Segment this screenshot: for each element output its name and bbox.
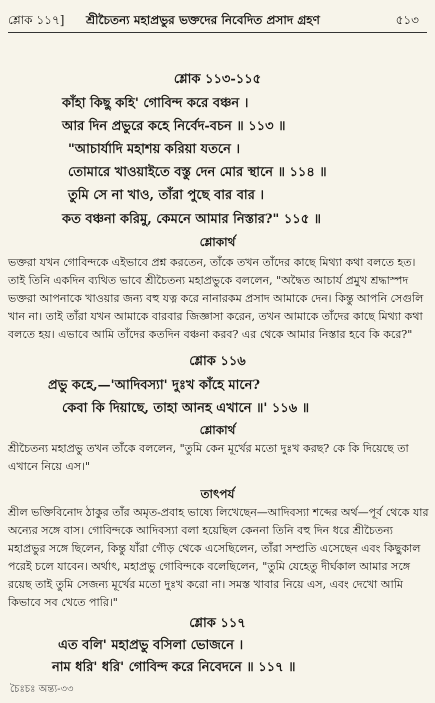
page-footer: চৈঃচঃ অন্ত্য-৩৩	[10, 684, 74, 695]
verse-line: তুমি সে না খাও, তাঁরা পুছে বার বার ।	[68, 188, 265, 203]
purport-text	[8, 504, 430, 612]
verse-line: কত বঞ্চনা করিমু, কেমনে আমার নিস্তার?" ১১৫ ॥	[62, 212, 322, 227]
verse-line: তোমারে খাওয়াইতে বস্তু দেন মোর স্থানে ॥ ১১৪ ॥	[68, 165, 327, 180]
translation-paragraph: ভক্তরা যখন গোবিন্দকে এইভাবে প্রশ্ন করতেন, তাঁকে তখন তাঁদের কাছে মিথ্যা কথা বলতে হত। তাই তিনি একদিন ব্যথিত ভাবে শ্রীচৈতন্য মহাপ্রভুকে বললেন, "অদ্বৈত আচার্য প্রমুখ শ্রদ্ধাস্পদ ভক্তরা আপনাকে খাওয়ার জন্য বহু যত্ন করে নানারকম প্রসাদ আমাকে দেন। কিন্তু আপনি সেগুলি খান না। তাই তাঁরা যখন আমাকে বারবার জিজ্ঞাসা করেন, তখন আমাকে তাঁদের কাছে মিথ্যা কথা বলতে হয়। এভাবে আমি তাঁদের কতদিন বঞ্চনা করব? এর থেকে আমার নিস্তার হবে কি করে?"	[8, 256, 424, 341]
verse-heading-113-115: শ্লোক ১১৩-১১৫	[173, 72, 262, 87]
verse-heading-117: শ্লোক ১১৭	[189, 616, 246, 631]
translation-paragraph: শ্রীচৈতন্য মহাপ্রভু তখন তাঁকে বললেন, "তুমি কেন মূর্খের মতো দুঃখ করছ? কে কি দিয়েছে তা এখানে নিয়ে এস।"	[8, 442, 409, 473]
translation-heading: শ্লোকার্থ	[199, 235, 236, 249]
page-number: ৫১৩	[395, 13, 419, 27]
purport-paragraph: শ্রীল ভক্তিবিনোদ ঠাকুর তাঁর অমৃত-প্রবাহ ভাষ্যে লিখেছেন—আদিবস্যা শব্দের অর্থ—পূর্ব থেকে যার অন্যের সঙ্গে বাস। গোবিন্দকে আদিবস্যা বলা হয়েছিল কেননা তিনি বহু দিন ধরে শ্রীচৈতন্য মহাপ্রভুর সঙ্গে ছিলেন, কিন্তু যাঁরা গৌড় থেকে এসেছিলেন, তাঁরা সম্প্রতি এসেছেন এবং কিছুকাল পরেই চলে যাবেন। অর্থাৎ, মহাপ্রভু গোবিন্দকে বলেছিলেন, "তুমি যেহেতু দীর্ঘকাল আমার সঙ্গে রয়েছ তাই তুমি সেজন্য মূর্খের মতো দুঃখ করো না। সমস্ত খাবার নিয়ে এস, এবং দেখো আমি কিভাবে সব খেতে পারি।"	[8, 506, 429, 609]
verse-line: নাম ধরি' ধরি' গোবিন্দ করে নিবেদনে ॥ ১১৭ ॥	[52, 660, 296, 675]
translation-heading: শ্লোকার্থ	[199, 423, 236, 437]
header-rule	[8, 32, 427, 33]
verse-line: প্রভু কহে,—'আদিবস্যা' দুঃখ কাঁহে মানে?	[48, 378, 261, 393]
verse-line: আর দিন প্রভুরে কহে নির্বেদ-বচন ॥ ১১৩ ॥	[62, 119, 286, 134]
verse-line: "আচার্যাদি মহাশয় করিয়া যতনে ।	[68, 142, 241, 157]
translation-text	[8, 254, 430, 344]
verse-line: কাঁহা কিছু কহি' গোবিন্দ করে বঞ্চন ।	[62, 96, 249, 111]
header-verse-range: শ্লোক ১১৭]	[8, 13, 65, 27]
translation-text	[8, 440, 430, 476]
verse-heading-116: শ্লোক ১১৬	[189, 354, 246, 369]
page-header	[0, 8, 435, 30]
header-chapter-title: শ্রীচৈতন্য মহাপ্রভুর ভক্তদের নিবেদিত প্রসাদ গ্রহণ	[86, 13, 320, 27]
verse-line: এত বলি' মহাপ্রভু বসিলা ভোজনে ।	[58, 638, 244, 653]
verse-line: কেবা কি দিয়াছে, তাহা আনহ এখানে ॥' ১১৬ ॥	[62, 401, 310, 416]
purport-heading: তাৎপর্য	[200, 487, 235, 501]
